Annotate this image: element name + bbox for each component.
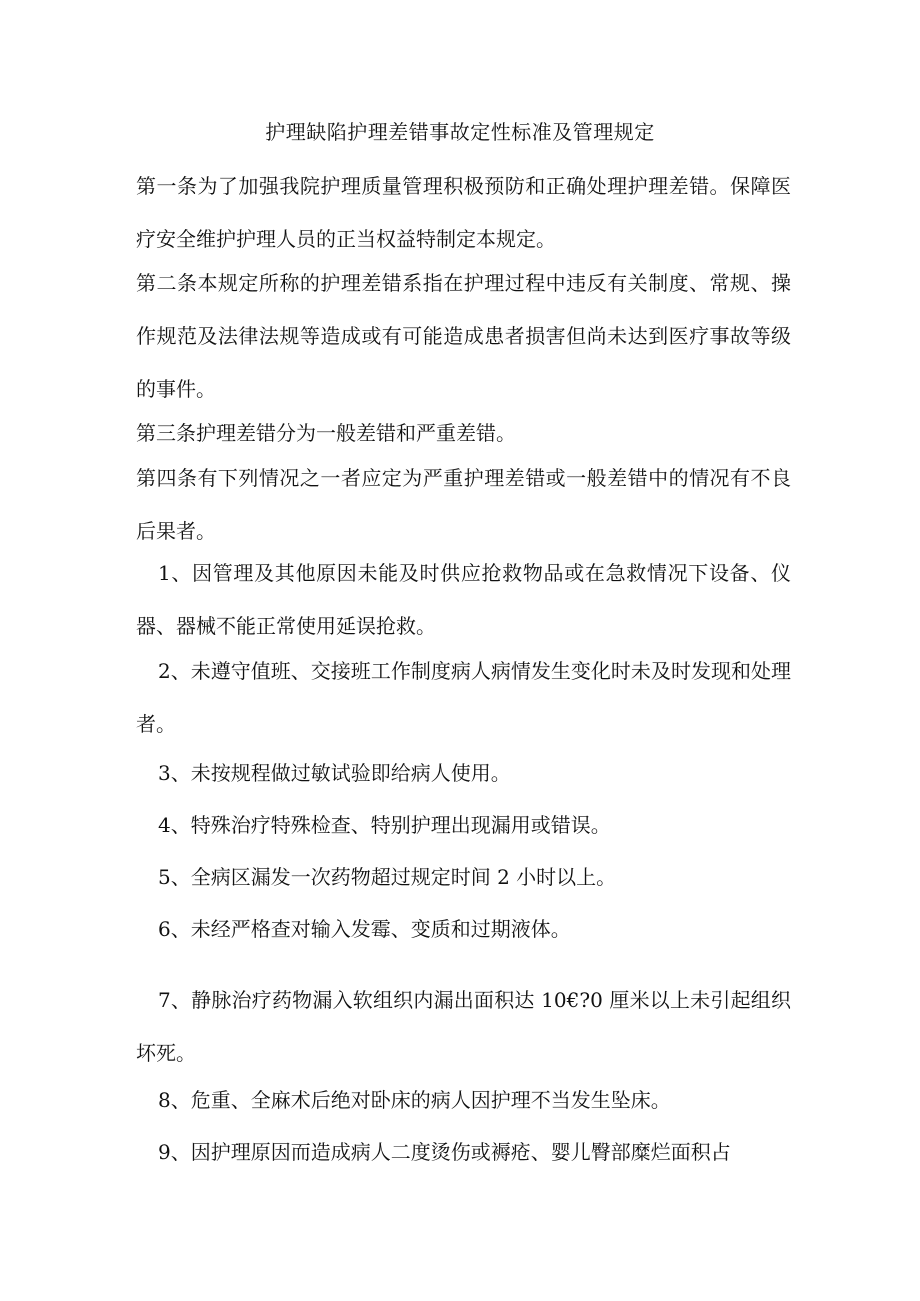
list-item-2: 2、未遵守值班、交接班工作制度病人病情发生变化时未及时发现和处理者。 — [136, 659, 791, 736]
article-2: 第二条本规定所称的护理差错系指在护理过程中违反有关制度、常规、操作规范及法律法规等造成或有可能造成患者损害但尚未达到医疗事故等级的事件。 — [136, 271, 791, 401]
article-1: 第一条为了加强我院护理质量管理积极预防和正确处理护理差错。保障医疗安全维护护理人员的正当权益特制定本规定。 — [136, 174, 791, 251]
list-item-7: 7、静脉治疗药物漏入软组织内漏出面积达 10€?0 厘米以上未引起组织坏死。 — [136, 988, 791, 1065]
list-item-9: 9、因护理原因而造成病人二度烫伤或褥疮、婴儿臀部糜烂面积占 — [158, 1140, 731, 1164]
list-item-8: 8、危重、全麻术后绝对卧床的病人因护理不当发生坠床。 — [158, 1088, 671, 1112]
article-4: 第四条有下列情况之一者应定为严重护理差错或一般差错中的情况有不良后果者。 — [136, 466, 791, 543]
list-item-4: 4、特殊治疗特殊检查、特别护理出现漏用或错误。 — [158, 813, 611, 837]
list-item-5: 5、全病区漏发一次药物超过规定时间 2 小时以上。 — [158, 865, 617, 889]
list-item-3: 3、未按规程做过敏试验即给病人使用。 — [158, 761, 511, 785]
list-item-1: 1、因管理及其他原因未能及时供应抢救物品或在急救情况下设备、仪器、器械不能正常使用延误抢救。 — [136, 561, 791, 638]
document-title: 护理缺陷护理差错事故定性标准及管理规定 — [265, 120, 655, 144]
article-3: 第三条护理差错分为一般差错和严重差错。 — [136, 421, 516, 445]
list-item-6: 6、未经严格查对输入发霉、变质和过期液体。 — [158, 917, 571, 941]
